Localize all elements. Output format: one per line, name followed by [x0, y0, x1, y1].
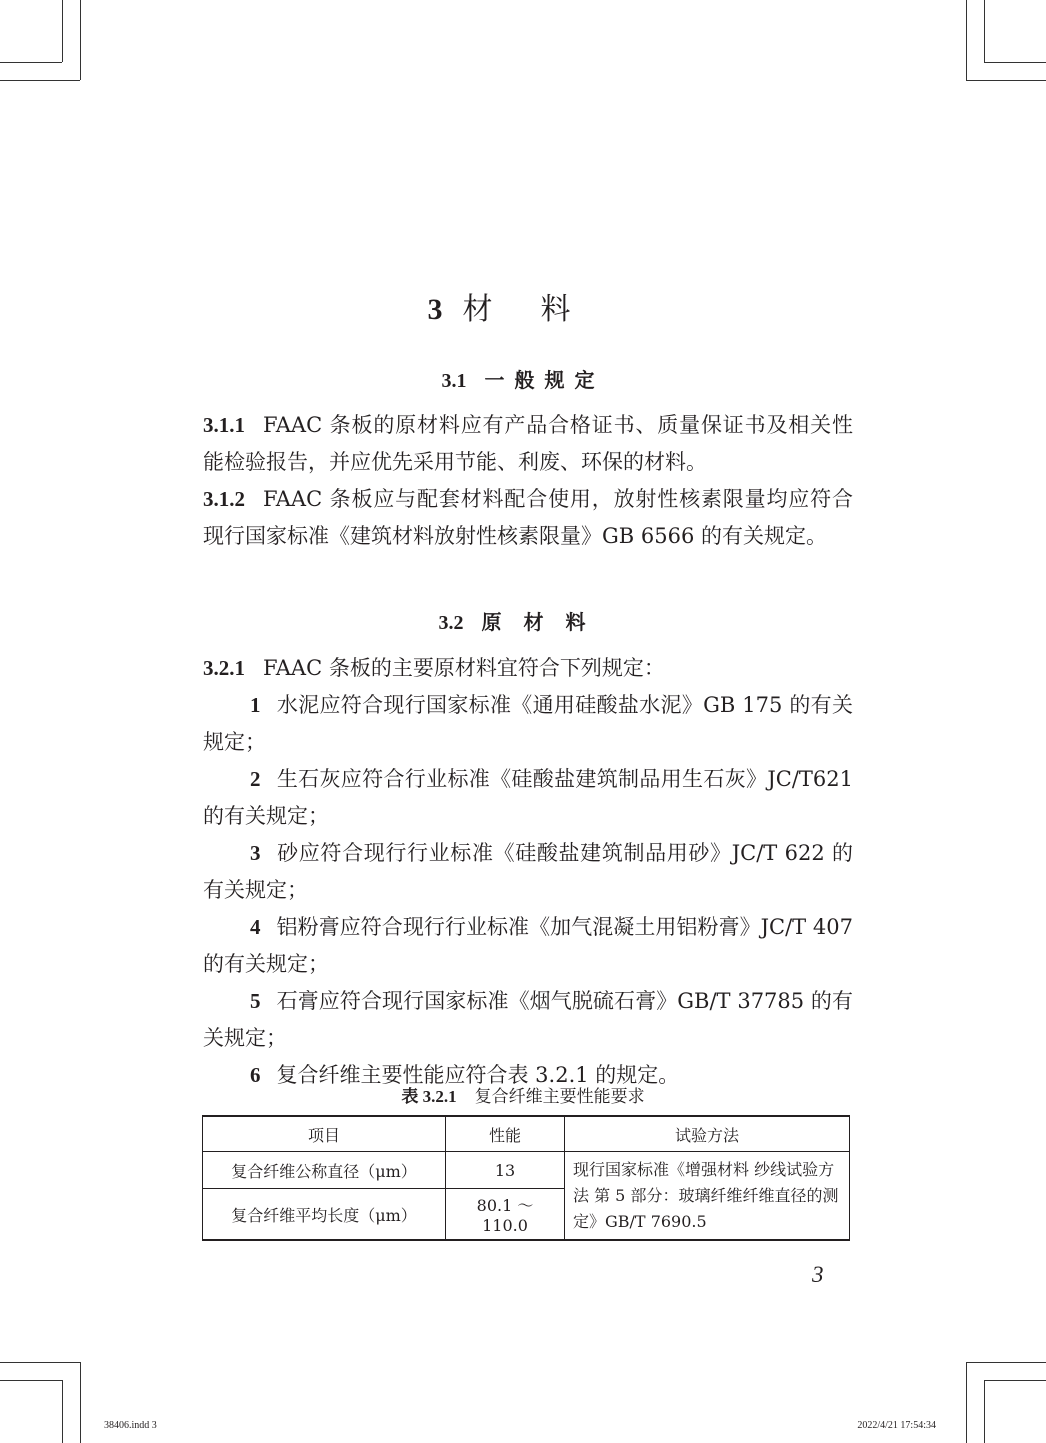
- item-text: 生石灰应符合行业标准《硅酸盐建筑制品用生石灰》JC/T621 的有关规定；: [203, 767, 853, 828]
- table-cell-value: 80.1 ～ 110.0: [446, 1189, 565, 1241]
- table-cell-value: 13: [446, 1152, 565, 1189]
- page-number: 3: [812, 1262, 824, 1287]
- item-number: 2: [250, 767, 261, 791]
- item-number: 4: [250, 915, 261, 939]
- crop-mark: [966, 80, 1046, 81]
- clause-number: 3.1.1: [203, 413, 245, 437]
- table-caption-title: 复合纤维主要性能要求: [474, 1087, 645, 1107]
- item-number: 1: [250, 693, 261, 717]
- section-number: 3.1: [441, 370, 467, 392]
- chapter-title: 材料: [462, 292, 619, 327]
- crop-mark: [0, 1362, 80, 1363]
- chapter-heading: [0, 284, 1046, 328]
- item-number: 3: [250, 841, 261, 865]
- table-header-cell: 性能: [446, 1116, 565, 1152]
- table-cell-method: 现行国家标准《增强材料 纱线试验方法 第 5 部分：玻璃纤维纤维直径的测定》GB/T 7690.5: [565, 1152, 850, 1241]
- crop-mark: [80, 1362, 81, 1443]
- crop-mark: [984, 1380, 985, 1443]
- list-item: [203, 909, 853, 983]
- table-header-row: [203, 1116, 850, 1152]
- item-number: 6: [250, 1063, 261, 1087]
- section-title: 一般规定: [484, 368, 605, 392]
- item-text: 铝粉膏应符合现行行业标准《加气混凝土用铝粉膏》JC/T 407 的有关规定；: [203, 915, 853, 976]
- fiber-performance-table: [202, 1115, 850, 1241]
- crop-mark: [984, 62, 1046, 63]
- table-row: [203, 1152, 850, 1189]
- table-header-cell: 试验方法: [565, 1116, 850, 1152]
- clause-text: FAAC 条板的主要原材料宜符合下列规定：: [263, 656, 665, 680]
- crop-mark: [0, 1380, 62, 1381]
- section-title: 原材料: [481, 610, 608, 634]
- item-number: 5: [250, 989, 261, 1013]
- section-number: 3.2: [438, 612, 464, 634]
- table-header-cell: 项目: [203, 1116, 446, 1152]
- list-item: [203, 761, 853, 835]
- item-text: 石膏应符合现行国家标准《烟气脱硫石膏》GB/T 37785 的有关规定；: [203, 989, 853, 1050]
- slug-timestamp: 2022/4/21 17:54:34: [857, 1420, 936, 1431]
- crop-mark: [62, 1380, 63, 1443]
- crop-mark: [966, 1362, 967, 1443]
- crop-mark: [62, 0, 63, 62]
- crop-mark: [0, 62, 62, 63]
- item-text: 复合纤维主要性能应符合表 3.2.1 的规定。: [276, 1063, 680, 1087]
- section-3-2-body: [203, 650, 853, 1094]
- clause-3-1-2: [203, 481, 853, 555]
- list-item: [203, 835, 853, 909]
- crop-mark: [984, 1380, 1046, 1381]
- slug-filename: 38406.indd 3: [104, 1420, 157, 1431]
- crop-mark: [966, 0, 967, 80]
- section-3-1-body: [203, 407, 853, 555]
- section-heading-3-2: [0, 606, 1046, 635]
- table-cell-item: 复合纤维公称直径（μm）: [203, 1152, 446, 1189]
- crop-mark: [984, 0, 985, 62]
- clause-number: 3.1.2: [203, 487, 245, 511]
- crop-mark: [966, 1362, 1046, 1363]
- table-caption-number: 表 3.2.1: [401, 1087, 457, 1106]
- item-text: 砂应符合现行行业标准《硅酸盐建筑制品用砂》JC/T 622 的有关规定；: [203, 841, 853, 902]
- clause-number: 3.2.1: [203, 656, 245, 680]
- table-caption: [0, 1082, 1046, 1107]
- section-heading-3-1: [0, 364, 1046, 393]
- clause-3-1-1: [203, 407, 853, 481]
- crop-mark: [0, 80, 80, 81]
- item-text: 水泥应符合现行国家标准《通用硅酸盐水泥》GB 175 的有关规定；: [203, 693, 853, 754]
- list-item: [203, 687, 853, 761]
- clause-text: FAAC 条板的原材料应有产品合格证书、质量保证书及相关性能检验报告，并应优先采用节能、利废、环保的材料。: [203, 413, 853, 474]
- list-item: [203, 983, 853, 1057]
- clause-text: FAAC 条板应与配套材料配合使用，放射性核素限量均应符合现行国家标准《建筑材料放射性核素限量》GB 6566 的有关规定。: [203, 487, 853, 548]
- clause-3-2-1: [203, 650, 853, 687]
- chapter-number: 3: [427, 293, 443, 326]
- crop-mark: [80, 0, 81, 80]
- table-cell-item: 复合纤维平均长度（μm）: [203, 1189, 446, 1241]
